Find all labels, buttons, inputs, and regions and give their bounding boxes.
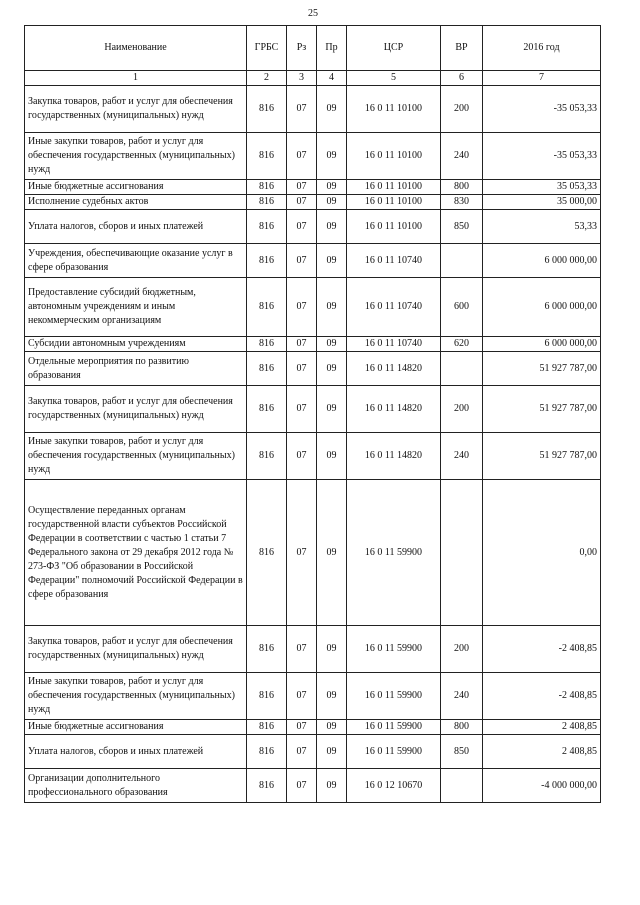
row-csr-cell: 16 0 11 10100 [347, 86, 441, 133]
table-row [25, 244, 601, 278]
row-csr-cell: 16 0 11 59900 [347, 480, 441, 626]
row-rz-cell: 07 [287, 180, 317, 195]
row-amount-cell: 2 408,85 [483, 735, 601, 769]
row-pr-cell: 09 [317, 278, 347, 337]
row-amount-cell: 6 000 000,00 [483, 337, 601, 352]
row-csr-cell: 16 0 11 10100 [347, 180, 441, 195]
row-csr-cell: 16 0 11 59900 [347, 626, 441, 673]
row-name-cell: Отдельные мероприятия по развитию образования [25, 352, 247, 386]
row-amount-cell: -4 000 000,00 [483, 769, 601, 803]
row-grbs-cell: 816 [247, 278, 287, 337]
row-rz-cell: 07 [287, 673, 317, 720]
row-pr-cell: 09 [317, 337, 347, 352]
row-name-cell: Закупка товаров, работ и услуг для обеспечения государственных (муниципальных) нужд [25, 386, 247, 433]
table-row [25, 673, 601, 720]
budget-table [24, 25, 601, 803]
row-csr-cell: 16 0 11 14820 [347, 352, 441, 386]
row-grbs-cell: 816 [247, 769, 287, 803]
row-amount-cell: 51 927 787,00 [483, 352, 601, 386]
column-number: 6 [441, 71, 483, 86]
row-amount-cell: 2 408,85 [483, 720, 601, 735]
column-number: 2 [247, 71, 287, 86]
row-vr-cell: 240 [441, 433, 483, 480]
row-rz-cell: 07 [287, 433, 317, 480]
row-amount-cell: 0,00 [483, 480, 601, 626]
row-amount-cell: 51 927 787,00 [483, 386, 601, 433]
row-amount-cell: 35 053,33 [483, 180, 601, 195]
row-vr-cell: 200 [441, 626, 483, 673]
row-rz-cell: 07 [287, 86, 317, 133]
table-row [25, 210, 601, 244]
row-rz-cell: 07 [287, 133, 317, 180]
table-row [25, 735, 601, 769]
table-row [25, 626, 601, 673]
header-row [25, 26, 601, 71]
row-vr-cell [441, 352, 483, 386]
column-number: 7 [483, 71, 601, 86]
row-csr-cell: 16 0 11 14820 [347, 433, 441, 480]
row-name-cell: Закупка товаров, работ и услуг для обеспечения государственных (муниципальных) нужд [25, 626, 247, 673]
row-vr-cell [441, 480, 483, 626]
row-vr-cell: 850 [441, 735, 483, 769]
column-header-grbs: ГРБС [247, 26, 287, 71]
row-csr-cell: 16 0 11 59900 [347, 735, 441, 769]
table-body [25, 86, 601, 803]
row-grbs-cell: 816 [247, 86, 287, 133]
row-rz-cell: 07 [287, 244, 317, 278]
table-row [25, 769, 601, 803]
row-csr-cell: 16 0 11 10740 [347, 244, 441, 278]
row-name-cell: Осуществление переданных органам государственной власти субъектов Российской Федерации в соответствии с частью 1 статьи 7 Федерального закона от 29 декабря 2012 года № 273-ФЗ "Об образовании в Российской Федерации" полномочий Российской Федерации в сфере образования [25, 480, 247, 626]
row-pr-cell: 09 [317, 735, 347, 769]
row-rz-cell: 07 [287, 352, 317, 386]
column-header-csr: ЦСР [347, 26, 441, 71]
row-grbs-cell: 816 [247, 180, 287, 195]
column-number: 3 [287, 71, 317, 86]
row-csr-cell: 16 0 11 59900 [347, 720, 441, 735]
row-pr-cell: 09 [317, 386, 347, 433]
column-header-vr: ВР [441, 26, 483, 71]
row-csr-cell: 16 0 11 10740 [347, 337, 441, 352]
row-vr-cell [441, 769, 483, 803]
row-grbs-cell: 816 [247, 626, 287, 673]
row-vr-cell [441, 244, 483, 278]
row-grbs-cell: 816 [247, 433, 287, 480]
row-name-cell: Уплата налогов, сборов и иных платежей [25, 210, 247, 244]
row-grbs-cell: 816 [247, 133, 287, 180]
row-rz-cell: 07 [287, 626, 317, 673]
row-rz-cell: 07 [287, 195, 317, 210]
column-number: 5 [347, 71, 441, 86]
row-vr-cell: 800 [441, 720, 483, 735]
row-name-cell: Иные закупки товаров, работ и услуг для обеспечения государственных (муниципальных) нужд [25, 433, 247, 480]
row-pr-cell: 09 [317, 210, 347, 244]
row-pr-cell: 09 [317, 480, 347, 626]
row-name-cell: Закупка товаров, работ и услуг для обеспечения государственных (муниципальных) нужд [25, 86, 247, 133]
row-rz-cell: 07 [287, 278, 317, 337]
table-row [25, 133, 601, 180]
row-vr-cell: 850 [441, 210, 483, 244]
row-amount-cell: 6 000 000,00 [483, 244, 601, 278]
row-amount-cell: 51 927 787,00 [483, 433, 601, 480]
row-grbs-cell: 816 [247, 210, 287, 244]
row-pr-cell: 09 [317, 352, 347, 386]
row-amount-cell: 53,33 [483, 210, 601, 244]
row-vr-cell: 200 [441, 86, 483, 133]
row-rz-cell: 07 [287, 210, 317, 244]
column-number: 4 [317, 71, 347, 86]
row-name-cell: Иные закупки товаров, работ и услуг для обеспечения государственных (муниципальных) нужд [25, 133, 247, 180]
table-row [25, 720, 601, 735]
row-grbs-cell: 816 [247, 244, 287, 278]
row-name-cell: Иные бюджетные ассигнования [25, 180, 247, 195]
row-grbs-cell: 816 [247, 337, 287, 352]
row-pr-cell: 09 [317, 720, 347, 735]
row-grbs-cell: 816 [247, 480, 287, 626]
row-name-cell: Субсидии автономным учреждениям [25, 337, 247, 352]
row-amount-cell: -2 408,85 [483, 673, 601, 720]
row-csr-cell: 16 0 11 10100 [347, 195, 441, 210]
row-rz-cell: 07 [287, 386, 317, 433]
row-rz-cell: 07 [287, 720, 317, 735]
row-vr-cell: 800 [441, 180, 483, 195]
table-row [25, 352, 601, 386]
table-row [25, 433, 601, 480]
row-name-cell: Уплата налогов, сборов и иных платежей [25, 735, 247, 769]
row-name-cell: Иные закупки товаров, работ и услуг для обеспечения государственных (муниципальных) нужд [25, 673, 247, 720]
row-vr-cell: 200 [441, 386, 483, 433]
row-pr-cell: 09 [317, 133, 347, 180]
row-name-cell: Исполнение судебных актов [25, 195, 247, 210]
table-row [25, 180, 601, 195]
row-vr-cell: 240 [441, 673, 483, 720]
row-csr-cell: 16 0 11 10100 [347, 133, 441, 180]
row-pr-cell: 09 [317, 195, 347, 210]
row-pr-cell: 09 [317, 180, 347, 195]
row-amount-cell: -2 408,85 [483, 626, 601, 673]
row-vr-cell: 830 [441, 195, 483, 210]
row-name-cell: Организации дополнительного профессионального образования [25, 769, 247, 803]
row-grbs-cell: 816 [247, 352, 287, 386]
row-name-cell: Предоставление субсидий бюджетным, автономным учреждениям и иным некоммерческим организациям [25, 278, 247, 337]
column-header-year: 2016 год [483, 26, 601, 71]
row-vr-cell: 600 [441, 278, 483, 337]
row-pr-cell: 09 [317, 433, 347, 480]
table-row [25, 195, 601, 210]
row-grbs-cell: 816 [247, 195, 287, 210]
row-rz-cell: 07 [287, 735, 317, 769]
row-grbs-cell: 816 [247, 673, 287, 720]
column-header-pr: Пр [317, 26, 347, 71]
row-pr-cell: 09 [317, 244, 347, 278]
row-pr-cell: 09 [317, 626, 347, 673]
table-row [25, 480, 601, 626]
row-csr-cell: 16 0 11 10100 [347, 210, 441, 244]
row-grbs-cell: 816 [247, 386, 287, 433]
row-amount-cell: 6 000 000,00 [483, 278, 601, 337]
table-row [25, 337, 601, 352]
table-row [25, 278, 601, 337]
column-number: 1 [25, 71, 247, 86]
row-amount-cell: 35 000,00 [483, 195, 601, 210]
column-number-row [25, 71, 601, 86]
row-csr-cell: 16 0 11 14820 [347, 386, 441, 433]
row-rz-cell: 07 [287, 769, 317, 803]
column-header-name: Наименование [25, 26, 247, 71]
row-amount-cell: -35 053,33 [483, 133, 601, 180]
table-row [25, 386, 601, 433]
row-csr-cell: 16 0 12 10670 [347, 769, 441, 803]
row-name-cell: Учреждения, обеспечивающие оказание услуг в сфере образования [25, 244, 247, 278]
table-row [25, 86, 601, 133]
page-number: 25 [308, 8, 318, 19]
column-header-rz: Рз [287, 26, 317, 71]
row-grbs-cell: 816 [247, 720, 287, 735]
row-pr-cell: 09 [317, 86, 347, 133]
row-rz-cell: 07 [287, 337, 317, 352]
row-pr-cell: 09 [317, 769, 347, 803]
row-csr-cell: 16 0 11 59900 [347, 673, 441, 720]
row-rz-cell: 07 [287, 480, 317, 626]
row-amount-cell: -35 053,33 [483, 86, 601, 133]
row-pr-cell: 09 [317, 673, 347, 720]
row-vr-cell: 240 [441, 133, 483, 180]
row-csr-cell: 16 0 11 10740 [347, 278, 441, 337]
row-grbs-cell: 816 [247, 735, 287, 769]
row-name-cell: Иные бюджетные ассигнования [25, 720, 247, 735]
row-vr-cell: 620 [441, 337, 483, 352]
